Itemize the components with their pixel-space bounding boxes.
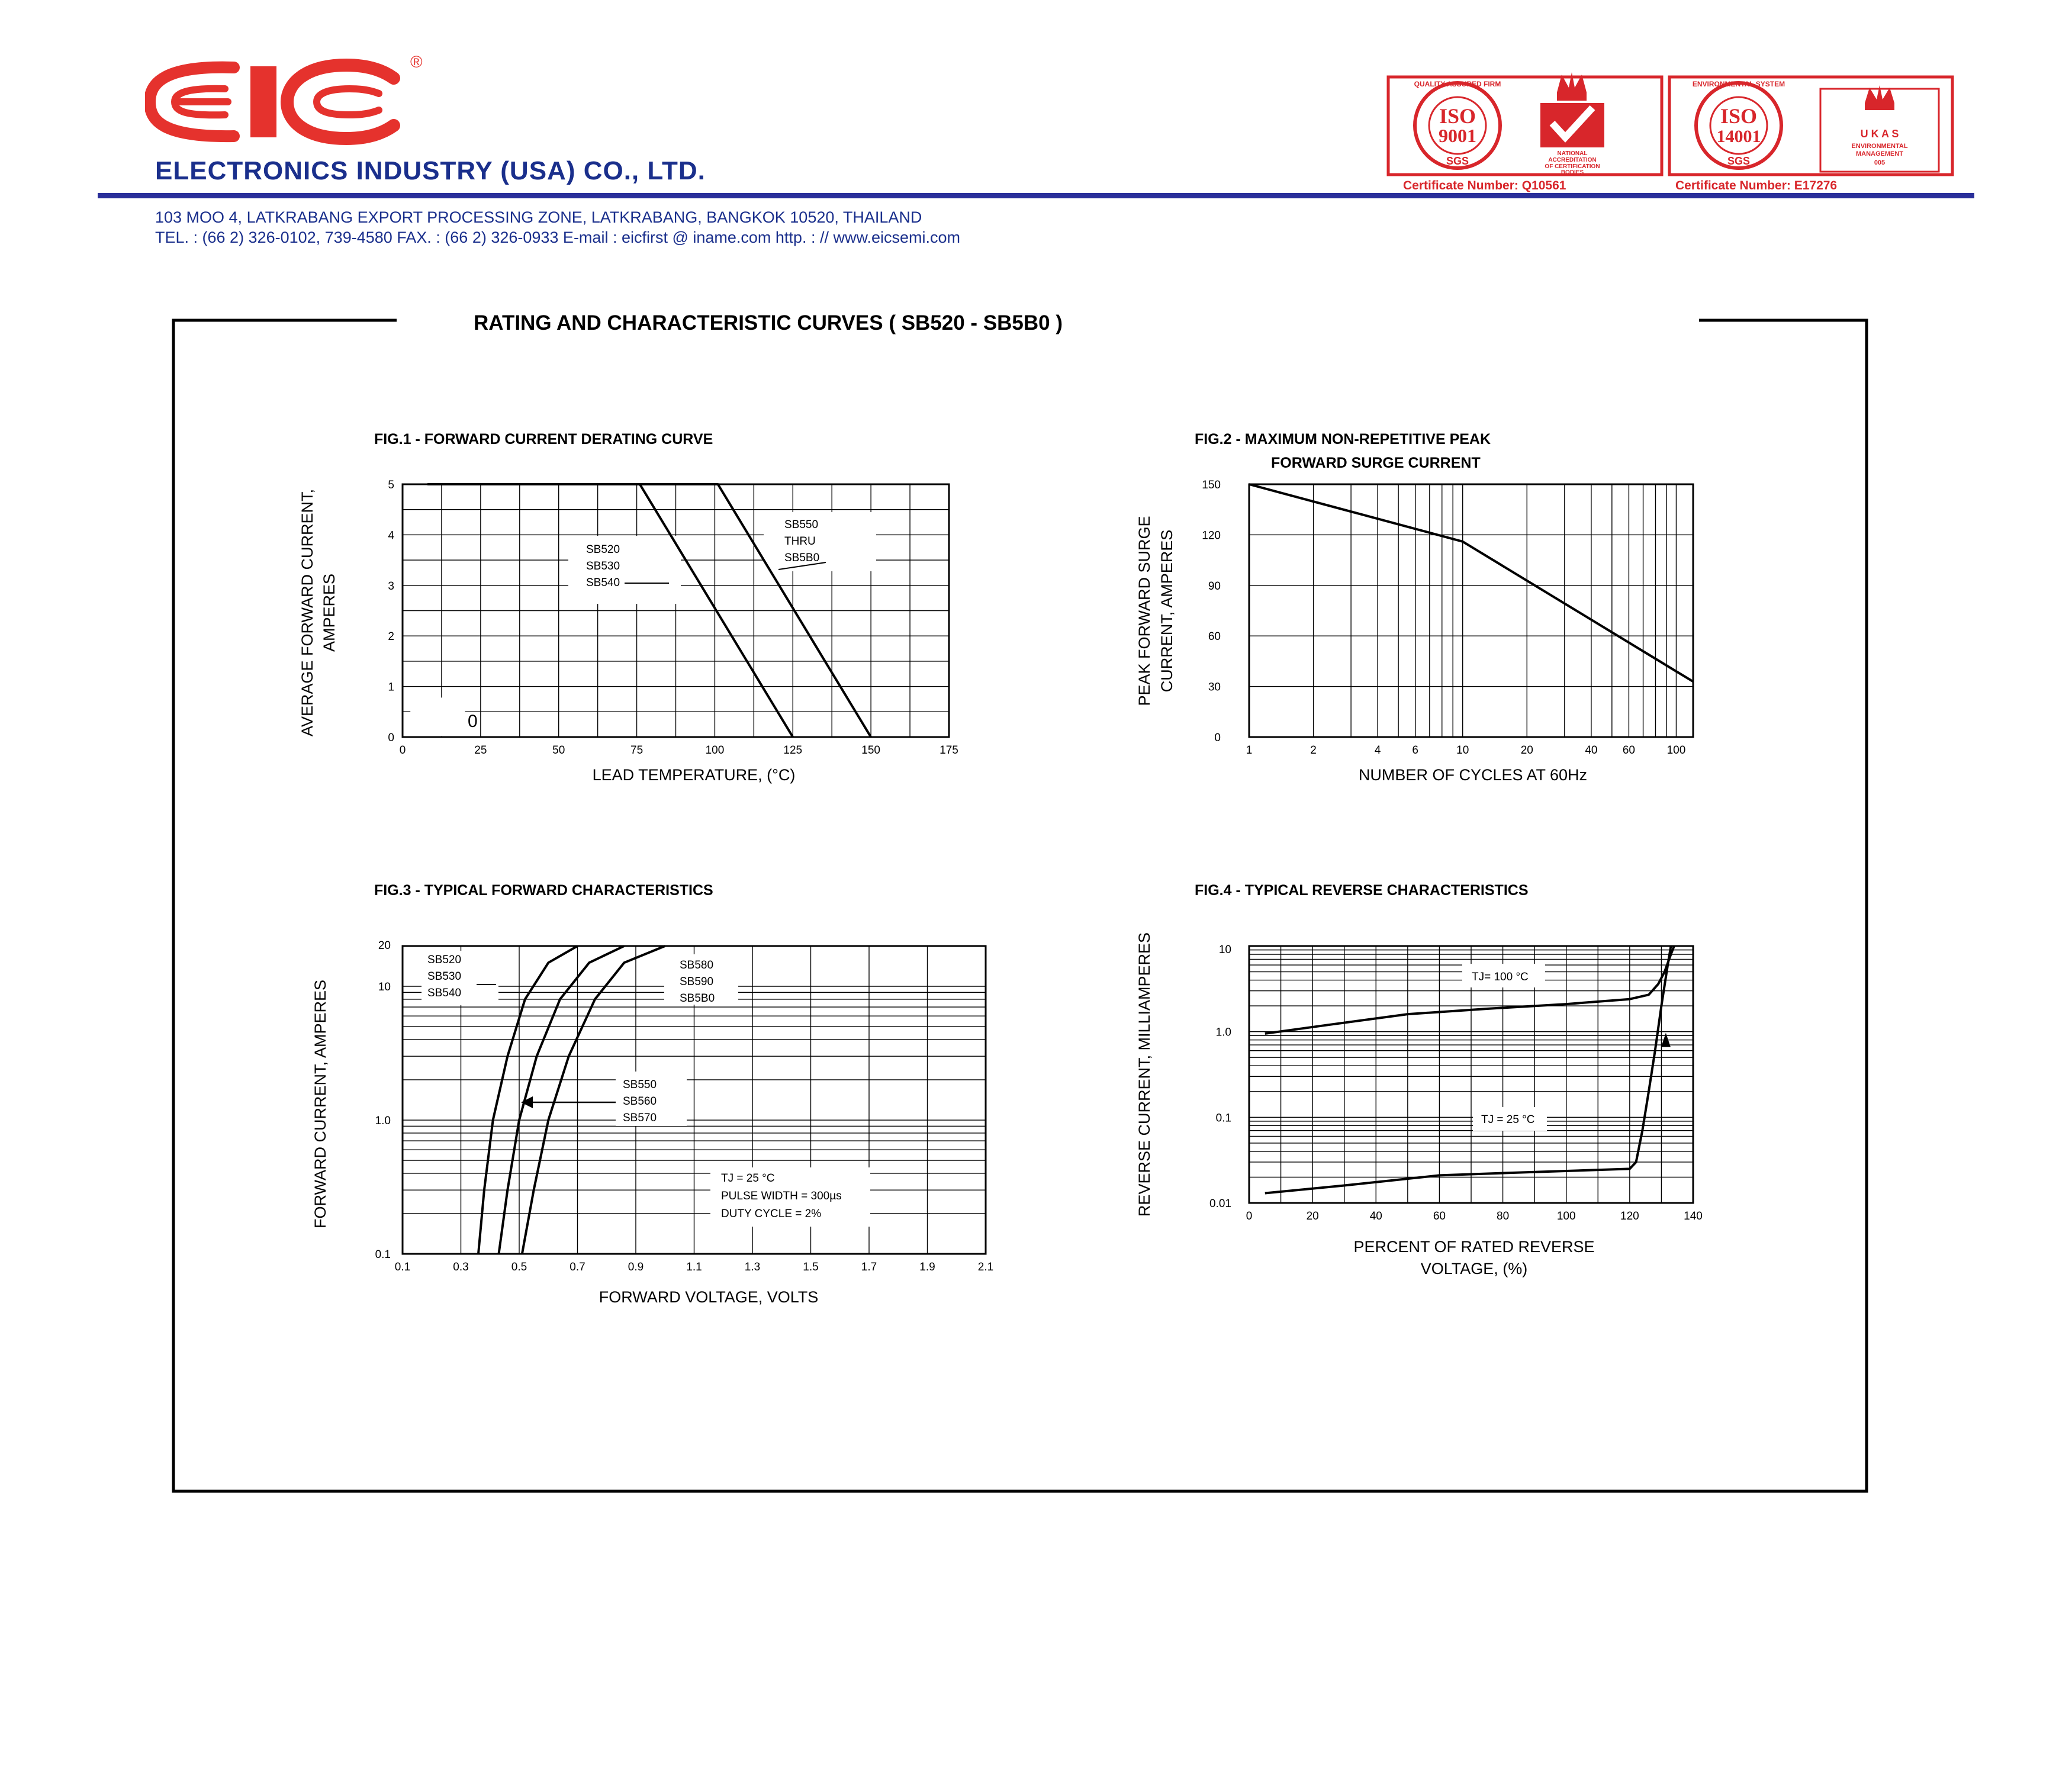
fig2-plot-bg [1249, 484, 1693, 737]
fig3-x-tick: 1.5 [803, 1261, 819, 1273]
fig3-y-tick: 20 [378, 940, 391, 952]
fig3-annotation-text: PULSE WIDTH = 300µs [721, 1190, 842, 1202]
company-name: ELECTRONICS INDUSTRY (USA) CO., LTD. [155, 156, 706, 185]
address-line-2: TEL. : (66 2) 326-0102, 739-4580 FAX. : (66 2) 326-0933 E-mail : eicfirst @ iname.com http. : // www.eicsemi.com [155, 229, 960, 246]
fig2-x-tick: 10 [1456, 744, 1469, 757]
fig3-x-tick: 0.5 [511, 1261, 527, 1273]
fig3-annotation-text: DUTY CYCLE = 2% [721, 1208, 822, 1220]
fig4-x-tick: 40 [1369, 1210, 1382, 1222]
sgs-label: SGS [1446, 155, 1469, 167]
mark-text-2: ACCREDITATION [1548, 157, 1597, 163]
fig2-title-line1: FIG.2 - MAXIMUM NON-REPETITIVE PEAK [1195, 431, 1491, 448]
fig4-y-tick: 0.1 [1215, 1112, 1231, 1125]
fig2-x-tick: 2 [1310, 744, 1317, 757]
fig1-y-tick: 3 [388, 580, 394, 593]
fig1-legend1-bg [568, 536, 681, 604]
fig3-x-tick: 1.1 [686, 1261, 702, 1273]
fig1-x-tick: 100 [705, 744, 725, 757]
fig4-series-label: TJ= 100 °C [1472, 971, 1529, 983]
fig1-y-tick: 4 [388, 529, 394, 542]
fig3-legend-label: SB5B0 [680, 992, 715, 1005]
ukas-label: U K A S [1860, 128, 1899, 140]
fig3-x-tick: 0.1 [394, 1261, 411, 1273]
fig3-legend-label: SB580 [680, 959, 714, 971]
fig3-legend-label: SB570 [623, 1112, 657, 1124]
fig1-annotation: 0 [468, 712, 478, 731]
fig1-legend-label: SB550 [784, 519, 819, 531]
fig3-legend-label: SB540 [427, 987, 462, 999]
fig2-y-label-1: PEAK FORWARD SURGE [1135, 516, 1153, 706]
fig2-y-tick: 0 [1214, 732, 1221, 744]
fig1-x-tick: 50 [552, 744, 565, 757]
fig2-x-tick: 4 [1374, 744, 1381, 757]
fig4-y-tick: 10 [1218, 944, 1231, 956]
fig1-y-tick: 1 [388, 681, 394, 694]
fig4-y-tick: 1.0 [1215, 1026, 1231, 1039]
fig3-x-tick: 2.1 [977, 1261, 994, 1273]
page-title: RATING AND CHARACTERISTIC CURVES ( SB520 - SB5B0 ) [474, 311, 1063, 334]
fig4-x-label-2: VOLTAGE, (%) [1420, 1260, 1528, 1278]
fig3-legend-label: SB590 [680, 976, 714, 988]
fig2-y-tick: 150 [1202, 479, 1221, 491]
fig1-y-tick: 2 [388, 630, 394, 644]
fig2-x-tick: 20 [1520, 744, 1533, 757]
fig2-y-tick: 30 [1208, 681, 1221, 694]
fig1-y-label-1: AVERAGE FORWARD CURRENT, [298, 488, 316, 737]
mark-text-3: MANAGEMENT [1855, 150, 1904, 157]
mark-text-1: NATIONAL [1557, 150, 1588, 157]
fig1-legend-label: SB540 [586, 577, 620, 589]
fig1-x-tick: 0 [399, 744, 406, 757]
fig3-y-tick: 1.0 [375, 1115, 391, 1128]
fig2-y-tick: 90 [1208, 580, 1221, 593]
fig4-x-tick: 60 [1433, 1210, 1446, 1222]
fig3-x-label: FORWARD VOLTAGE, VOLTS [599, 1288, 819, 1306]
fig4-x-tick: 100 [1556, 1210, 1576, 1222]
fig4-x-tick: 140 [1684, 1210, 1703, 1222]
fig3-x-tick: 0.7 [570, 1261, 585, 1273]
fig3-annotation-text: TJ = 25 °C [721, 1172, 775, 1185]
fig2-x-tick: 1 [1246, 744, 1253, 757]
fig3-y-tick: 0.1 [375, 1249, 391, 1261]
fig1-x-label: LEAD TEMPERATURE, (°C) [592, 766, 796, 784]
sgs-label: SGS [1727, 155, 1751, 167]
fig2-x-label: NUMBER OF CYCLES AT 60Hz [1358, 766, 1588, 784]
mark-text-3: OF CERTIFICATION [1545, 163, 1600, 170]
registered-mark: ® [410, 54, 423, 71]
fig2-x-tick: 40 [1585, 744, 1598, 757]
fig3-legend-label: SB550 [623, 1079, 657, 1091]
fig4-title: FIG.4 - TYPICAL REVERSE CHARACTERISTICS [1195, 882, 1529, 899]
fig3-title: FIG.3 - TYPICAL FORWARD CHARACTERISTICS [374, 882, 713, 899]
fig1-x-tick: 25 [474, 744, 487, 757]
fig2-x-tick: 6 [1412, 744, 1418, 757]
fig1-legend-label: SB520 [586, 543, 620, 556]
fig1-x-tick: 75 [630, 744, 644, 757]
fig3-y-label: FORWARD CURRENT, AMPERES [311, 979, 329, 1229]
fig4-x-tick: 80 [1497, 1210, 1510, 1222]
fig1-title: FIG.1 - FORWARD CURRENT DERATING CURVE [374, 431, 713, 448]
address-line-1: 103 MOO 4, LATKRABANG EXPORT PROCESSING ZONE, LATKRABANG, BANGKOK 10520, THAILAND [155, 208, 922, 226]
fig2-y-tick: 120 [1202, 529, 1221, 542]
fig1-blank-region [410, 697, 465, 736]
mark-text-4: BODIES [1561, 169, 1584, 176]
fig4-x-tick: 20 [1306, 1210, 1319, 1222]
certificate-number-e: Certificate Number: E17276 [1675, 179, 1838, 192]
fig1-x-tick: 125 [783, 744, 803, 757]
fig4-series-label: TJ = 25 °C [1481, 1114, 1535, 1126]
fig1-y-label-2: AMPERES [320, 573, 338, 652]
fig2-y-label-2: CURRENT, AMPERES [1158, 529, 1176, 693]
fig3-legend-label: SB520 [427, 954, 462, 966]
iso-number: 9001 [1439, 125, 1476, 146]
iso-number: 14001 [1716, 127, 1761, 146]
fig4-y-label: REVERSE CURRENT, MILLIAMPERES [1135, 932, 1153, 1217]
fig3-x-tick: 1.7 [861, 1261, 877, 1273]
mark-text-2: ENVIRONMENTAL [1851, 143, 1908, 150]
mark-text-4: 005 [1874, 159, 1886, 166]
ring-text: QUALITY ASSURED FIRM [1414, 80, 1501, 88]
fig1-legend2-bg [764, 512, 876, 571]
fig4-x-tick: 120 [1620, 1210, 1639, 1222]
fig1-legend-label: SB530 [586, 560, 620, 572]
fig1-x-tick: 175 [940, 744, 958, 757]
fig2-x-tick: 100 [1666, 744, 1686, 757]
fig3-x-tick: 1.3 [744, 1261, 761, 1273]
fig1-legend-label: SB5B0 [784, 552, 820, 564]
certificate-number-q: Certificate Number: Q10561 [1403, 179, 1566, 192]
fig1-x-tick: 150 [861, 744, 880, 757]
fig3-x-tick: 0.9 [628, 1261, 644, 1273]
iso-label: ISO [1720, 104, 1758, 128]
fig2-title-line2: FORWARD SURGE CURRENT [1271, 455, 1481, 471]
fig1-legend-label: THRU [784, 535, 816, 548]
fig1-y-tick: 5 [388, 479, 394, 491]
fig3-x-tick: 0.3 [453, 1261, 469, 1273]
fig2-y-tick: 60 [1208, 630, 1221, 644]
fig3-x-tick: 1.9 [919, 1261, 935, 1273]
fig4-x-label-1: PERCENT OF RATED REVERSE [1353, 1238, 1595, 1256]
fig3-legend-label: SB560 [623, 1095, 657, 1108]
fig4-x-tick: 0 [1246, 1210, 1253, 1222]
iso-label: ISO [1439, 104, 1476, 128]
fig3-y-tick: 10 [378, 981, 391, 994]
fig4-y-tick: 0.01 [1209, 1198, 1231, 1210]
fig1-y-tick: 0 [388, 732, 394, 744]
fig2-x-tick: 60 [1622, 744, 1635, 757]
fig3-legend-label: SB530 [427, 970, 462, 983]
ring-text: ENVIRONMENTAL SYSTEM [1692, 80, 1785, 88]
